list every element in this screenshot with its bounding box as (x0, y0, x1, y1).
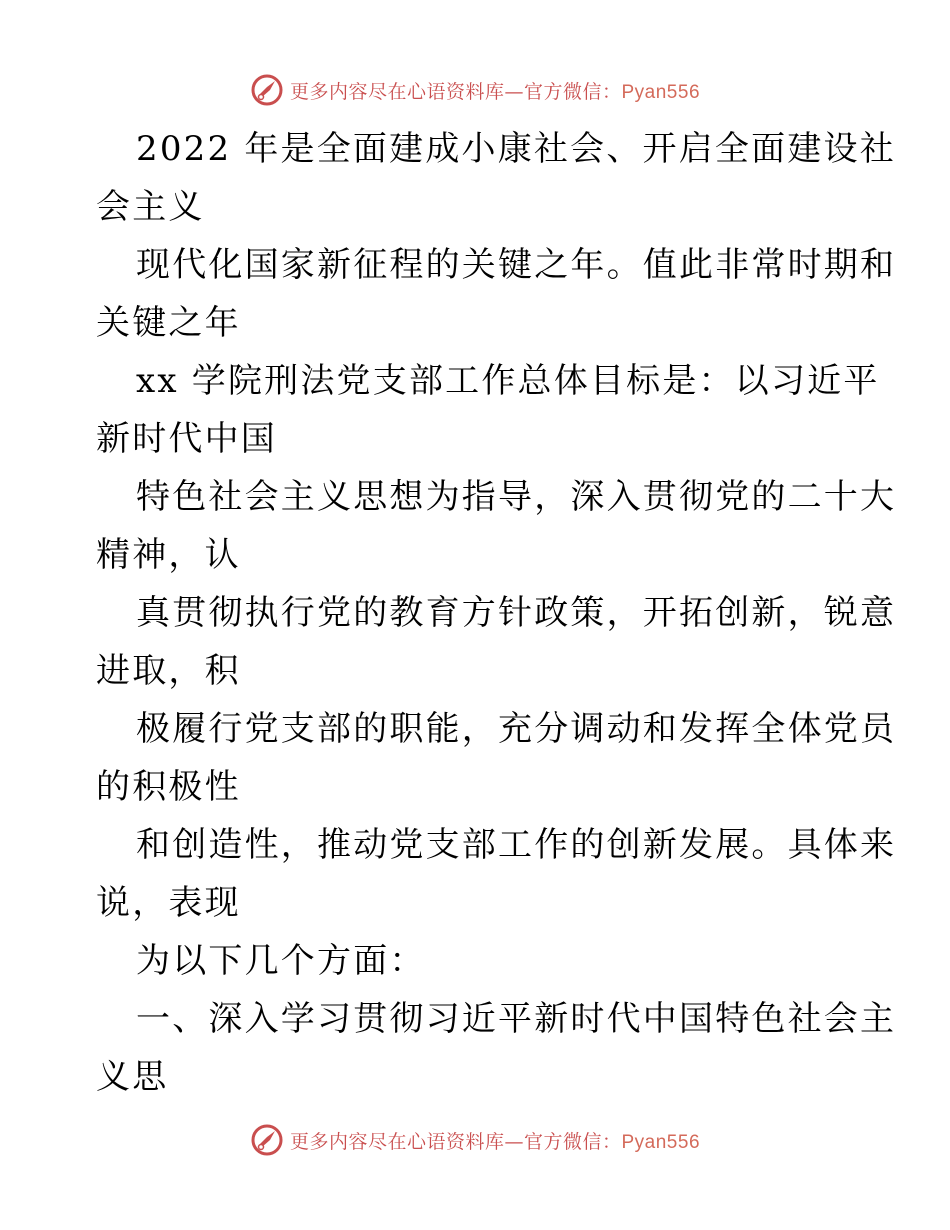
book-pen-logo-icon (250, 1123, 284, 1157)
text-line: 会主义 (96, 187, 205, 227)
watermark-text (290, 77, 700, 104)
book-pen-logo-icon (250, 73, 284, 107)
text-line: 说，表现 (96, 883, 241, 923)
watermark-label: 更多内容尽在心语资料库—官方微信： (289, 1130, 622, 1153)
text-line: 精神，认 (96, 535, 241, 575)
footer-watermark (0, 1120, 950, 1160)
text-line: 2022 年是全面建成小康社会、开启全面建设社 (136, 129, 896, 169)
text-line: 特色社会主义思想为指导，深入贯彻党的二十大 (136, 477, 897, 517)
text-line: 新时代中国 (96, 419, 277, 459)
document-body (96, 120, 897, 1106)
text-line: 现代化国家新征程的关键之年。值此非常时期和 (136, 245, 897, 285)
watermark-label: 更多内容尽在心语资料库—官方微信： (289, 80, 622, 103)
watermark-wechat-id: Pyan556 (621, 1131, 701, 1153)
watermark-wechat-id: Pyan556 (621, 81, 701, 103)
header-watermark (0, 70, 950, 110)
watermark-text (290, 1127, 700, 1154)
text-line: 和创造性，推动党支部工作的创新发展。具体来 (136, 825, 897, 865)
text-line: 真贯彻执行党的教育方针政策，开拓创新，锐意 (136, 593, 897, 633)
text-line: 进取，积 (96, 651, 241, 691)
text-line: xx 学院刑法党支部工作总体目标是：以习近平 (136, 361, 880, 401)
text-line: 一、深入学习贯彻习近平新时代中国特色社会主 (136, 999, 897, 1039)
text-line: 义思 (96, 1057, 169, 1097)
text-line: 关键之年 (96, 303, 241, 343)
text-line: 为以下几个方面： (136, 941, 426, 981)
text-line: 极履行党支部的职能，充分调动和发挥全体党员 (136, 709, 897, 749)
text-line: 的积极性 (96, 767, 241, 807)
